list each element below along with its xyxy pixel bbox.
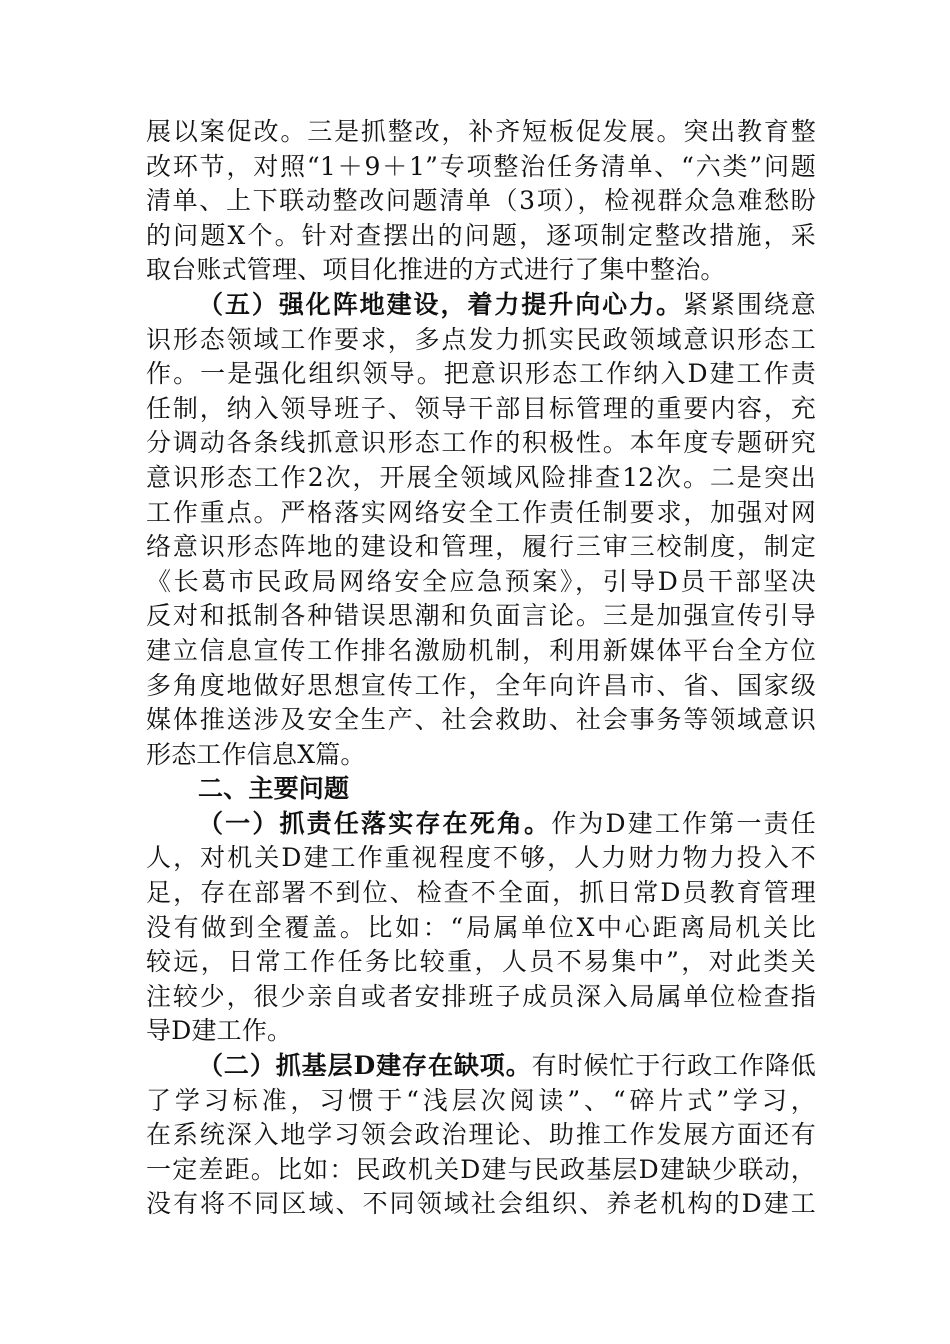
text-line: 展以案促改。三是抓整改，补齐短板促发展。突出教育整 xyxy=(146,117,816,146)
document-body xyxy=(146,115,816,1222)
text-line: 识形态领域工作要求，多点发力抓实民政领域意识形态工 xyxy=(146,324,816,354)
text-line: 没有将不同区域、不同领域社会组织、养老机构的D建工 xyxy=(146,1189,816,1219)
paragraph-lead: （五）强化阵地建设，着力提升向心力。 xyxy=(198,289,683,319)
text-line: 人，对机关D建工作重视程度不够，人力财力物力投入不 xyxy=(146,843,816,873)
paragraph-lead: （二）抓基层D建存在缺项。 xyxy=(198,1051,532,1081)
text-line: 一定差距。比如：民政机关D建与民政基层D建缺少联动， xyxy=(146,1154,816,1184)
text-line: 《长葛市民政局网络安全应急预案》，引导D员干部坚决 xyxy=(146,566,816,596)
text-line: 导D建工作。 xyxy=(146,1016,293,1046)
text-line: 反对和抵制各种错误思潮和负面言论。三是加强宣传引导 xyxy=(146,601,816,631)
text-line: 媒体推送涉及安全生产、社会救助、社会事务等领域意识 xyxy=(146,705,816,735)
paragraph-1 xyxy=(146,115,816,288)
text-line: 了学习标准，习惯于“浅层次阅读”、“碎片式”学习， xyxy=(146,1085,816,1115)
text-line xyxy=(146,288,816,323)
text-line: 分调动各条线抓意识形态工作的积极性。本年度专题研究 xyxy=(146,428,816,458)
text-line: 改环节，对照“1＋9＋1”专项整治任务清单、“六类”问题 xyxy=(146,151,816,181)
text-line: 作。一是强化组织领导。把意识形态工作纳入D建工作责 xyxy=(146,359,816,389)
paragraph-lead: （一）抓责任落实存在死角。 xyxy=(198,808,552,838)
text-line: 意识形态工作2次，开展全领域风险排查12次。二是突出 xyxy=(146,462,816,492)
paragraph-4 xyxy=(146,1049,816,1222)
text-line xyxy=(146,807,816,842)
text-line: 建立信息宣传工作排名激励机制，利用新媒体平台全方位 xyxy=(146,635,816,665)
text-line: 络意识形态阵地的建设和管理，履行三审三校制度，制定 xyxy=(146,532,816,562)
text-line: 在系统深入地学习领会政治理论、助推工作发展方面还有 xyxy=(146,1120,816,1150)
text-line: 注较少，很少亲自或者安排班子成员深入局属单位检查指 xyxy=(146,981,816,1011)
text-line: 足，存在部署不到位、检查不全面，抓日常D员教育管理 xyxy=(146,878,816,908)
text-line: 任制，纳入领导班子、领导干部目标管理的重要内容，充 xyxy=(146,393,816,423)
text-line: 工作重点。严格落实网络安全工作责任制要求，加强对网 xyxy=(146,497,816,527)
text-line: 较远，日常工作任务比较重，人员不易集中”，对此类关 xyxy=(146,947,816,977)
section-heading: 二、主要问题 xyxy=(198,774,350,804)
paragraph-lead-rest: 有时候忙于行政工作降低 xyxy=(531,1051,817,1081)
text-line: 的问题X个。针对查摆出的问题，逐项制定整改措施，采 xyxy=(146,220,816,250)
text-line: 清单、上下联动整改问题清单（3项），检视群众急难愁盼 xyxy=(146,186,816,216)
text-line: 多角度地做好思想宣传工作，全年向许昌市、省、国家级 xyxy=(146,670,816,700)
text-line xyxy=(146,1049,816,1084)
text-line: 取台账式管理、项目化推进的方式进行了集中整治。 xyxy=(146,255,726,285)
text-line: 没有做到全覆盖。比如：“局属单位X中心距离局机关比 xyxy=(146,912,816,942)
paragraph-lead-rest: 紧紧围绕意 xyxy=(683,289,816,319)
paragraph-lead-rest: 作为D建工作第一责任 xyxy=(551,808,816,838)
paragraph-3 xyxy=(146,807,816,1049)
paragraph-2 xyxy=(146,288,816,772)
text-line: 形态工作信息X篇。 xyxy=(146,739,366,769)
